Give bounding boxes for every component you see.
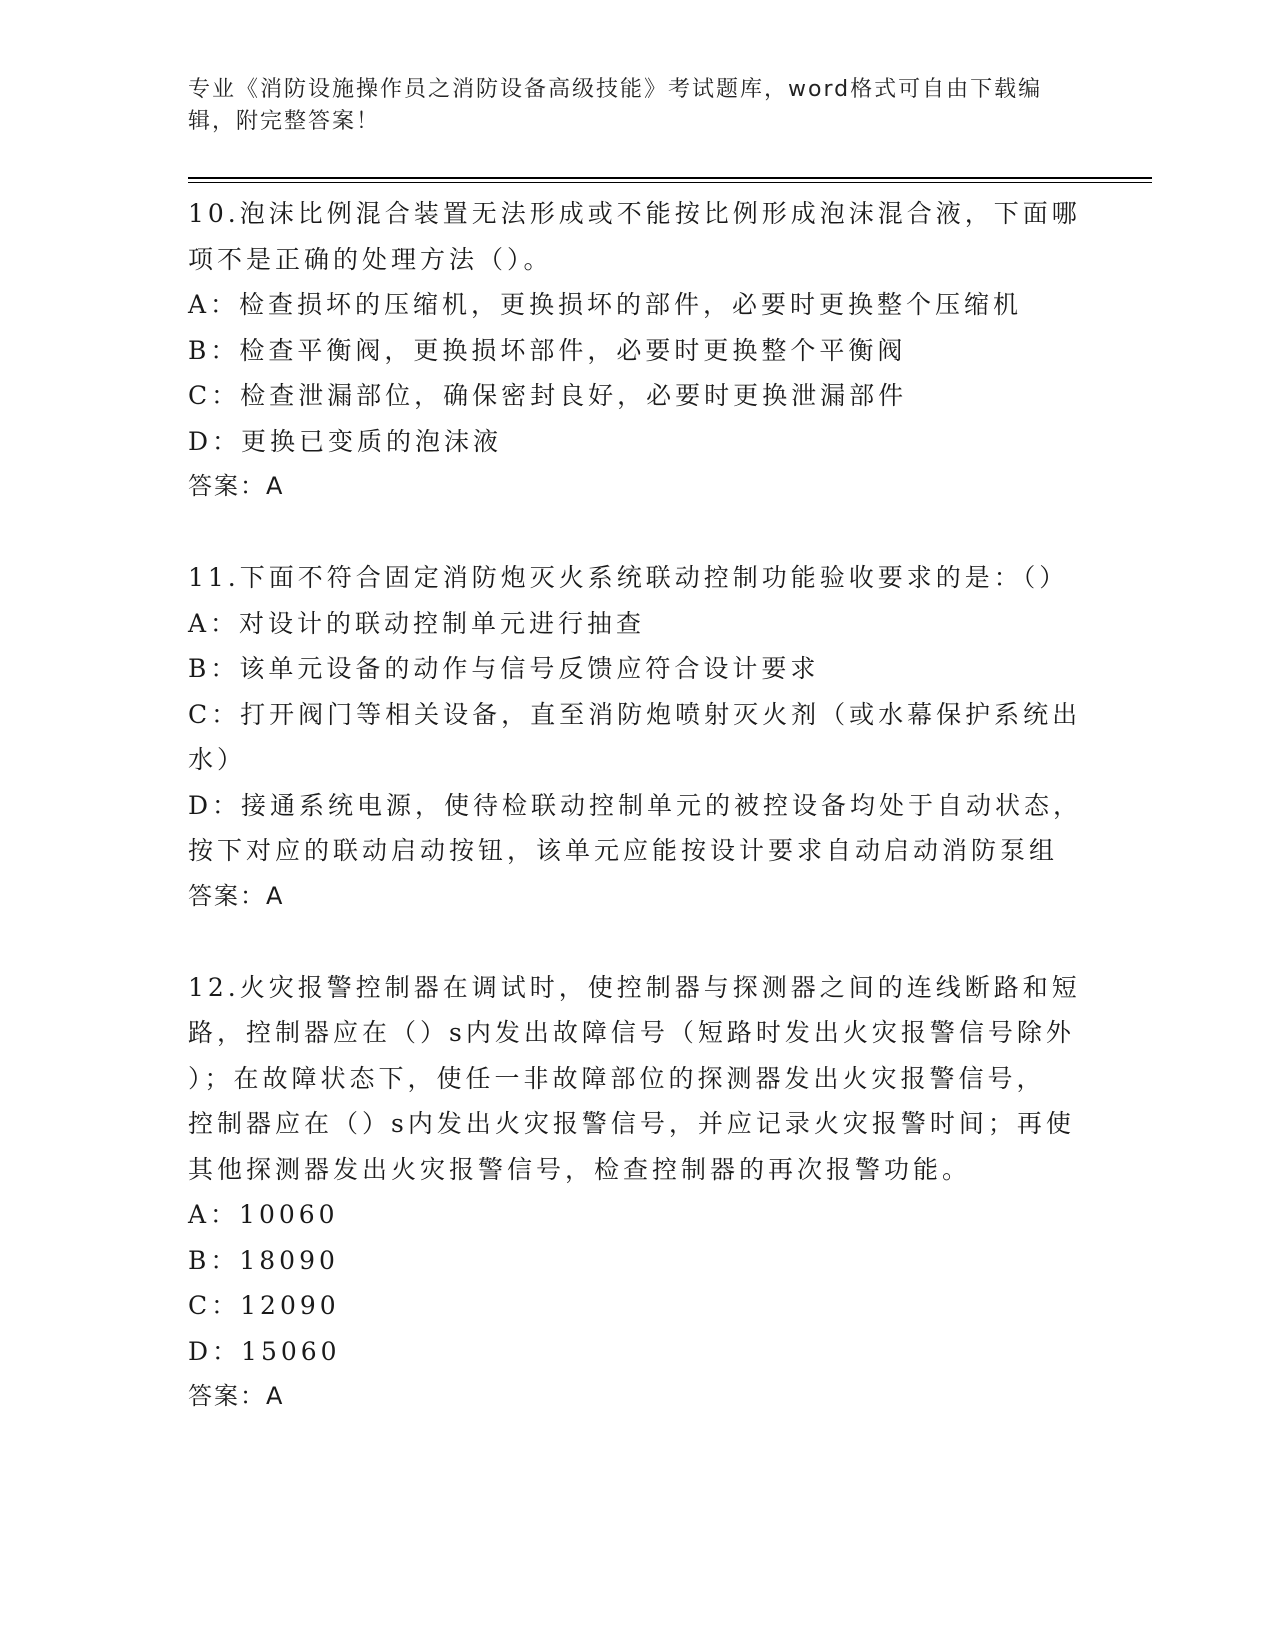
- question-stem: 控制器应在（）s内发出火灾报警信号，并应记录火灾报警时间；再使: [188, 1109, 1075, 1138]
- option-d: D：接通系统电源，使待检联动控制单元的被控设备均处于自动状态，: [188, 790, 1083, 820]
- question-list: [188, 191, 1088, 1420]
- option-a: A：10060: [188, 1200, 339, 1229]
- answer-line: 答案：A: [188, 881, 285, 910]
- question-11: [188, 555, 1088, 919]
- question-stem: 10.泡沫比例混合装置无法形成或不能按比例形成泡沫混合液，下面哪: [188, 199, 1081, 228]
- question-stem: 其他探测器发出火灾报警信号，检查控制器的再次报警功能。: [188, 1154, 972, 1184]
- document-header: [188, 74, 1068, 138]
- option-a: A：检查损坏的压缩机，更换损坏的部件，必要时更换整个压缩机: [188, 290, 1023, 319]
- question-stem: 11.下面不符合固定消防炮灭火系统联动控制功能验收要求的是：（）: [188, 563, 1069, 592]
- option-c: C：检查泄漏部位，确保密封良好，必要时更换泄漏部件: [188, 381, 908, 410]
- question-spacer: [188, 919, 1088, 965]
- question-10: [188, 191, 1088, 510]
- header-divider-thin: [188, 182, 1152, 183]
- option-d: D：更换已变质的泡沫液: [188, 426, 503, 456]
- question-stem: 路，控制器应在（）s内发出故障信号（短路时发出火灾报警信号除外: [188, 1018, 1075, 1047]
- header-line-2: 辑，附完整答案！: [188, 109, 381, 134]
- question-stem: ）；在故障状态下，使任一非故障部位的探测器发出火灾报警信号，: [188, 1063, 1046, 1093]
- option-b: B：该单元设备的动作与信号反馈应符合设计要求: [188, 654, 820, 683]
- option-d: D：15060: [188, 1336, 341, 1366]
- answer-line: 答案：A: [188, 472, 285, 500]
- option-c: C：12090: [188, 1291, 340, 1320]
- header-divider-thick: [188, 177, 1152, 179]
- question-stem: 项不是正确的处理方法（）。: [188, 244, 553, 274]
- option-a: A：对设计的联动控制单元进行抽查: [188, 608, 646, 638]
- option-b: B：检查平衡阀，更换损坏部件，必要时更换整个平衡阀: [188, 335, 907, 365]
- option-c: C：打开阀门等相关设备，直至消防炮喷射灭火剂（或水幕保护系统出: [188, 699, 1082, 729]
- option-b: B：18090: [188, 1245, 339, 1275]
- question-stem: 12.火灾报警控制器在调试时，使控制器与探测器之间的连线断路和短: [188, 972, 1081, 1002]
- option-c-continued: 水）: [188, 745, 247, 774]
- header-line-1: 专业《消防设施操作员之消防设备高级技能》考试题库，word格式可自由下载编: [188, 77, 1043, 102]
- answer-line: 答案：A: [188, 1382, 285, 1410]
- option-d-continued: 按下对应的联动启动按钮，该单元应能按设计要求自动启动消防泵组: [188, 836, 1059, 865]
- question-12: [188, 965, 1088, 1420]
- question-spacer: [188, 510, 1088, 556]
